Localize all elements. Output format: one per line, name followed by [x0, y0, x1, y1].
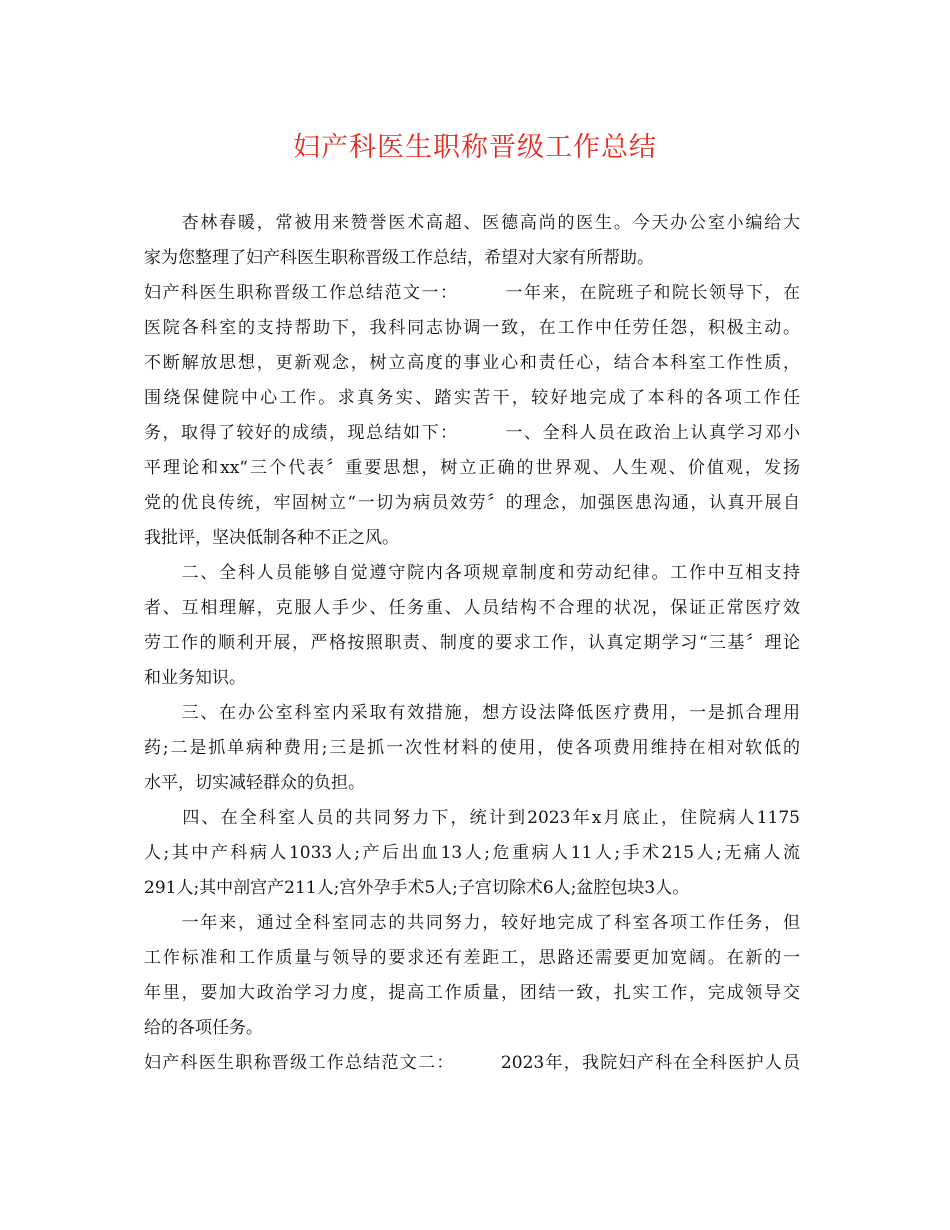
- document-title: 妇产科医生职称晋级工作总结: [293, 132, 657, 163]
- text-line: 一年来，通过全科室同志的共同努力，较好地完成了科室各项工作任务，但: [144, 913, 800, 933]
- text-line: 年里，要加大政治学习力度，提高工作质量，团结一致，扎实工作，完成领导交: [144, 983, 800, 1003]
- text-line: 医院各科室的支持帮助下，我科同志协调一致，在工作中任劳任怨，积极主动。: [144, 318, 800, 338]
- text-line: 和业务知识。: [144, 668, 246, 688]
- text-line: 291人;其中剖宫产211人;宫外孕手术5人;子宫切除术6人;盆腔包块3人。: [144, 878, 690, 898]
- text-line: 妇产科医生职称晋级工作总结范文一： 一年来，在院班子和院长领导下，在: [144, 283, 800, 303]
- text-line: 三、在办公室科室内采取有效措施，想方设法降低医疗费用，一是抓合理用: [144, 703, 800, 723]
- text-line: 二、全科人员能够自觉遵守院内各项规章制度和劳动纪律。工作中互相支持: [144, 563, 800, 583]
- text-line: 围绕保健院中心工作。求真务实、踏实苦干，较好地完成了本科的各项工作任: [144, 388, 800, 408]
- text-line: 劳工作的顺利开展，严格按照职责、制度的要求工作，认真定期学习“三基〞理论: [144, 633, 800, 653]
- text-line: 四、在全科室人员的共同努力下，统计到2023年x月底止，住院病人1175: [144, 808, 800, 828]
- text-line: 人;其中产科病人1033人;产后出血13人;危重病人11人;手术215人;无痛人流: [144, 843, 800, 863]
- text-line: 水平，切实减轻群众的负担。: [144, 773, 365, 793]
- text-line: 我批评，坚决低制各种不正之风。: [144, 528, 399, 548]
- text-line: 杏林春暖，常被用来赞誉医术高超、医德高尚的医生。今天办公室小编给大: [144, 213, 800, 233]
- text-line: 药;二是抓单病种费用;三是抓一次性材料的使用，使各项费用维持在相对软低的: [144, 738, 800, 758]
- text-line: 者、互相理解，克服人手少、任务重、人员结构不合理的状况，保证正常医疗效: [144, 598, 800, 618]
- text-line: 不断解放思想，更新观念，树立高度的事业心和责任心，结合本科室工作性质，: [144, 353, 800, 373]
- text-line: 家为您整理了妇产科医生职称晋级工作总结，希望对大家有所帮助。: [144, 248, 654, 268]
- text-line: 党的优良传统，牢固树立“一切为病员效劳〞的理念，加强医患沟通，认真开展自: [144, 493, 800, 513]
- text-line: 妇产科医生职称晋级工作总结范文二： 2023年，我院妇产科在全科医护人员: [144, 1053, 800, 1073]
- text-line: 给的各项任务。: [144, 1018, 263, 1038]
- text-line: 工作标准和工作质量与领导的要求还有差距工，思路还需要更加宽阔。在新的一: [144, 948, 800, 968]
- text-line: 平理论和xx“三个代表〞重要思想，树立正确的世界观、人生观、价值观，发扬: [144, 458, 800, 478]
- document-body: [144, 206, 800, 1081]
- text-line: 务，取得了较好的成绩，现总结如下： 一、全科人员在政治上认真学习邓小: [144, 423, 800, 443]
